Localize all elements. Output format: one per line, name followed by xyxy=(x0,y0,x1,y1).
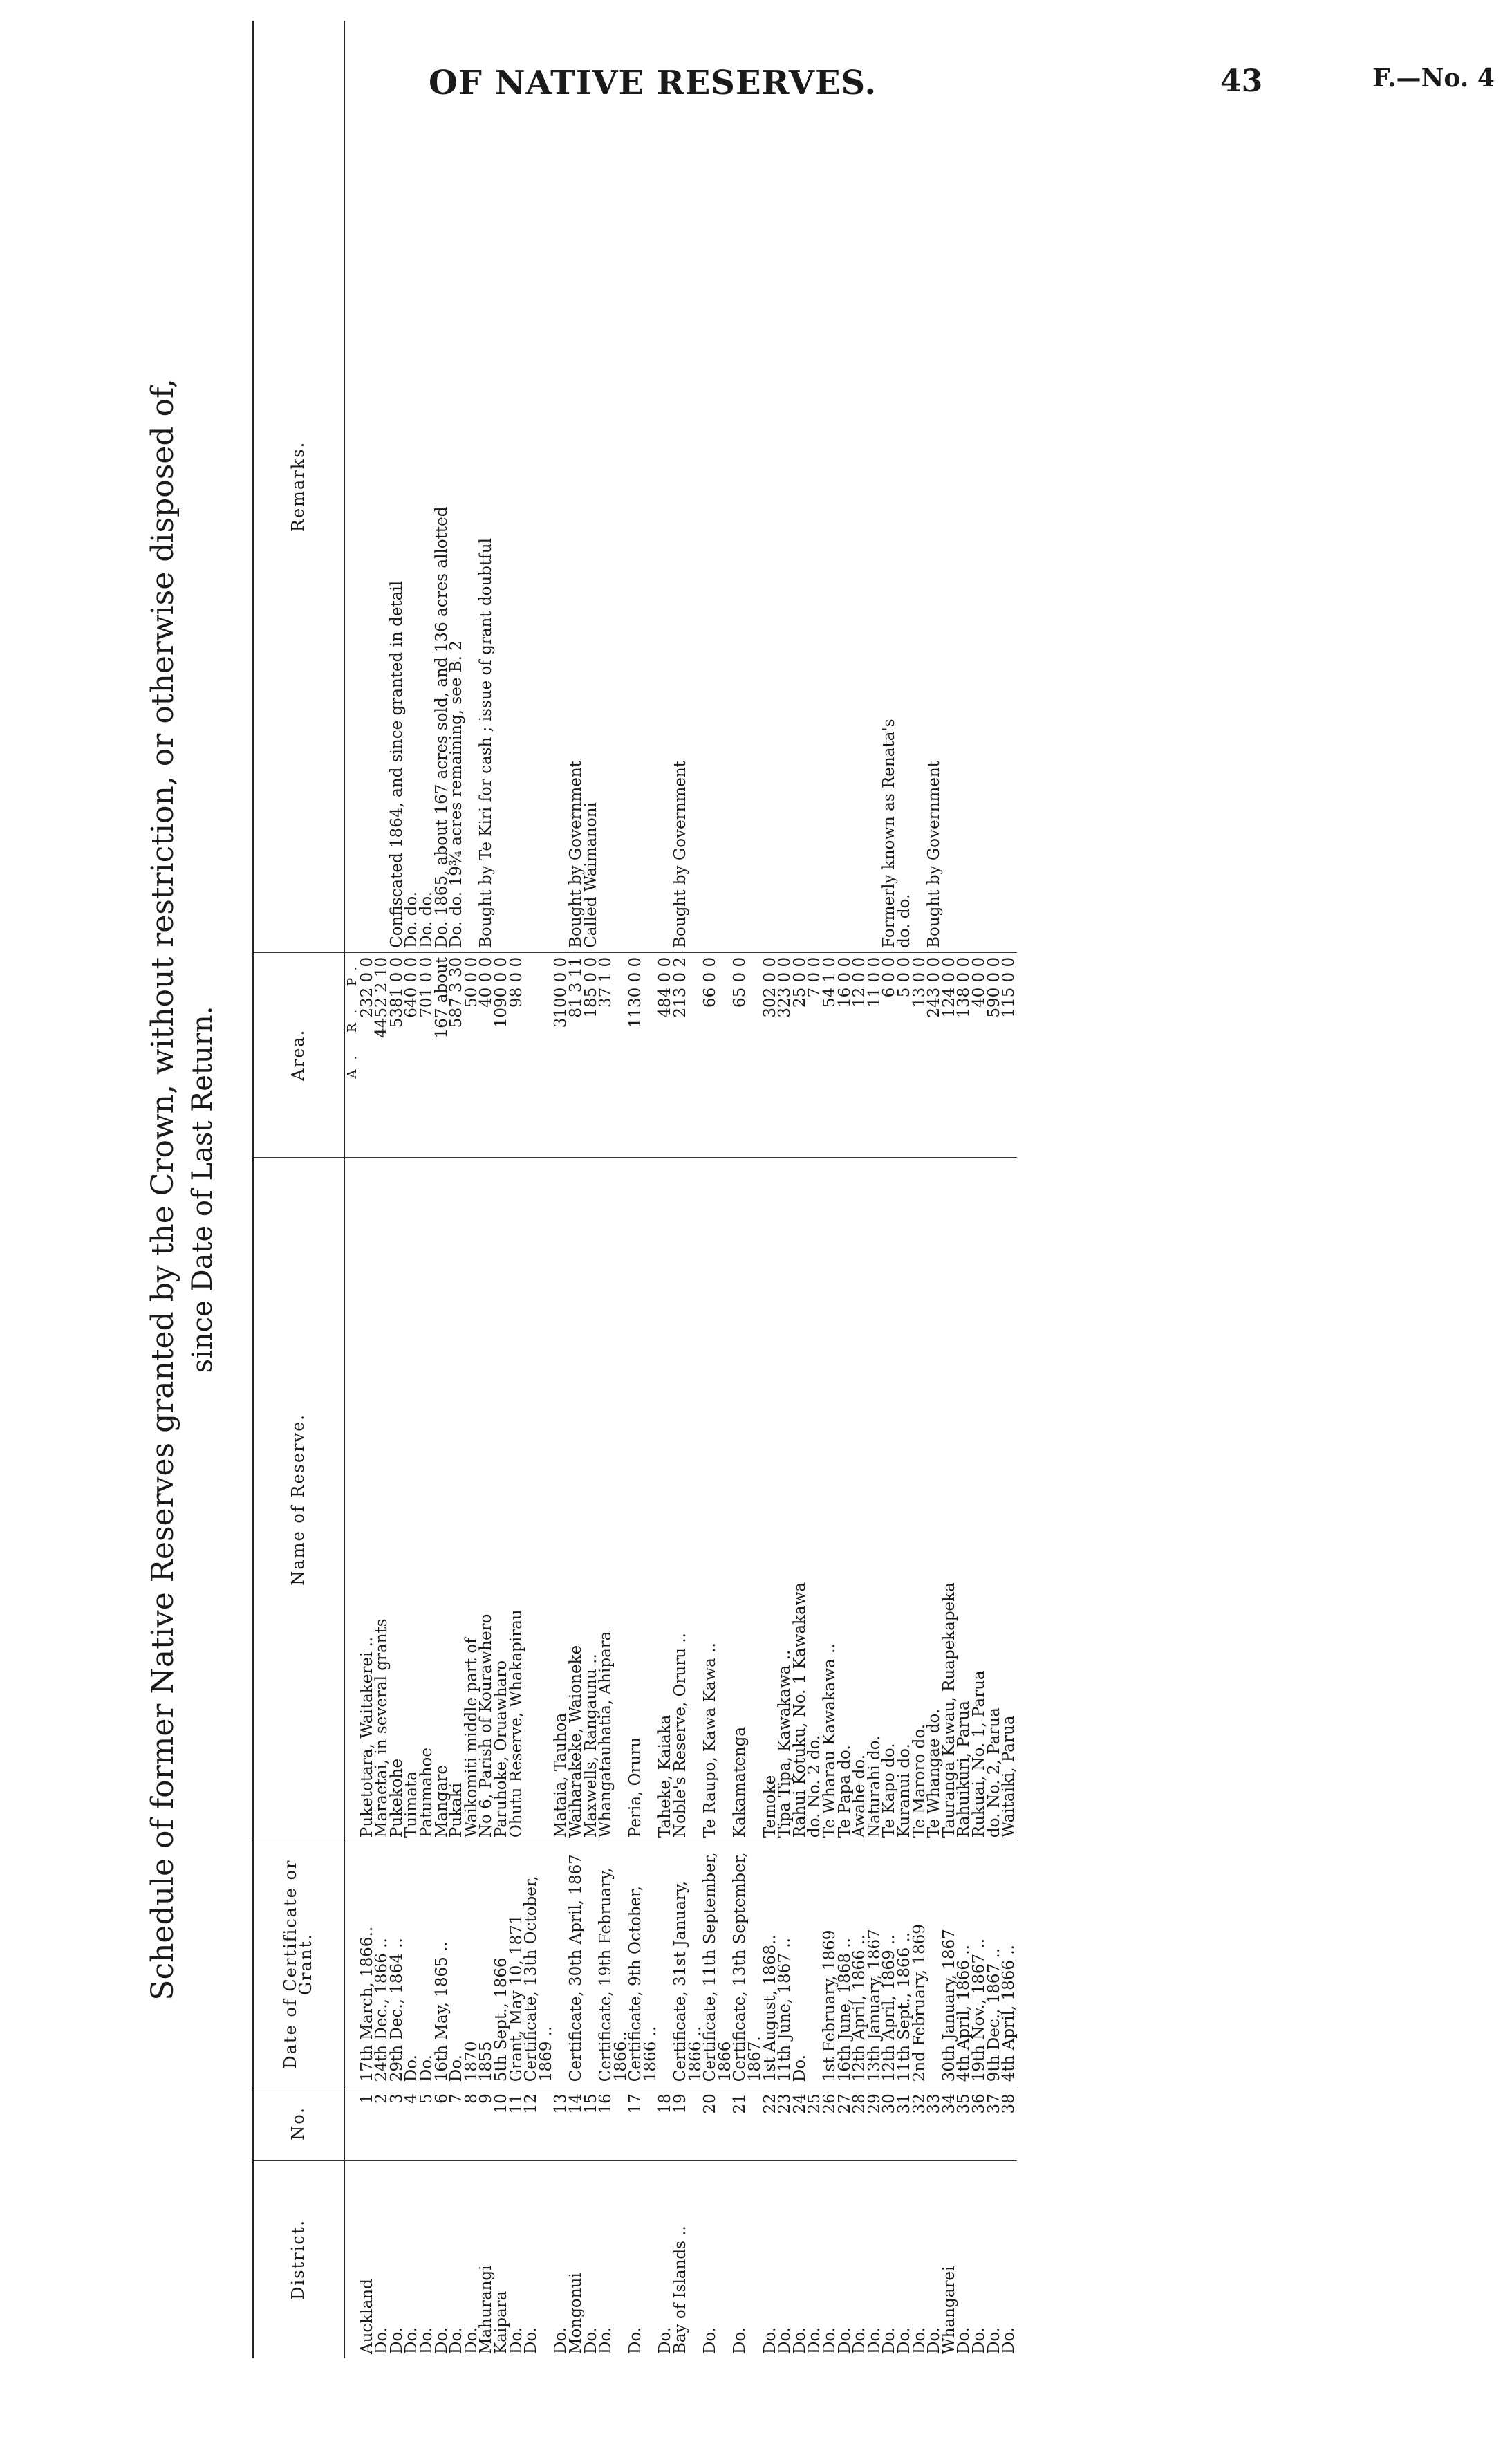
area-cell xyxy=(524,952,554,1157)
no-cell: 8 xyxy=(465,2086,480,2160)
district-cell: Do. xyxy=(417,2326,436,2354)
reserve-name-cell: Taheke, Kaiaka xyxy=(658,1157,673,1842)
reserve-name-cell: Waitaiki, Parua xyxy=(1002,1157,1017,1842)
reserve-name-cell: Ohutu Reserve, Whakapirau xyxy=(510,1157,525,1842)
no-cell: 1 xyxy=(360,2086,375,2160)
reserve-name-cell: Peria, Oruru xyxy=(628,1157,658,1842)
no-cell: 16 xyxy=(599,2086,628,2160)
date-cell: 12th April, 1869 .. xyxy=(882,1842,897,2086)
date-cell: Do. xyxy=(793,1842,808,2086)
col-name-header: Name of Reserve. xyxy=(253,1157,344,1842)
reserve-name-cell: Paruhoke, Oruawharo xyxy=(494,1157,510,1842)
district-cell: Do. xyxy=(790,2326,809,2354)
table-row xyxy=(569,21,584,2358)
district-cell: Do. xyxy=(850,2326,869,2354)
district-cell: Mongonui xyxy=(566,2273,585,2354)
date-cell: 9th Dec., 1867 .. xyxy=(987,1842,1002,2086)
no-cell: 36 xyxy=(972,2086,987,2160)
area-cell: 3100 0 0 xyxy=(554,952,569,1157)
district-cell: Do. xyxy=(462,2326,480,2354)
reserve-name-cell: Waikomiti middle part of xyxy=(465,1157,480,1842)
no-cell: 23 xyxy=(778,2086,793,2160)
reserve-name-cell: Awahe do. xyxy=(852,1157,868,1842)
remarks-cell xyxy=(1002,21,1017,952)
table-row xyxy=(465,21,480,2358)
no-cell: 5 xyxy=(420,2086,435,2160)
reserve-name-cell: do. No. 2, Parua xyxy=(987,1157,1002,1842)
area-cell: 1130 0 0 xyxy=(628,952,658,1157)
remarks-cell xyxy=(972,21,987,952)
remarks-cell xyxy=(987,21,1002,952)
document-reference: F.—No. 4 xyxy=(1372,64,1495,93)
no-cell: 25 xyxy=(808,2086,823,2160)
date-cell: 4th April, 1866 .. xyxy=(1002,1842,1017,2086)
table-row xyxy=(913,21,928,2358)
date-cell: 30th January, 1867 xyxy=(942,1842,958,2086)
area-cell: 167 about xyxy=(435,952,450,1157)
district-cell: Do. xyxy=(776,2326,794,2354)
col-district-header: District. xyxy=(253,2160,344,2358)
table-row xyxy=(599,21,628,2358)
remarks-cell xyxy=(778,21,793,952)
table-row xyxy=(390,21,405,2358)
district-cell: Do. xyxy=(447,2326,466,2354)
remarks-cell xyxy=(942,21,958,952)
district-cell: Do. xyxy=(969,2326,988,2354)
remarks-cell: Do. 1865, about 167 acres sold, and 136 acres allotted xyxy=(435,21,450,952)
no-cell: 35 xyxy=(957,2086,972,2160)
remarks-cell xyxy=(838,21,853,952)
reserve-name-cell: Tipa Tipa, Kawakawa .. xyxy=(778,1157,793,1842)
remarks-cell xyxy=(733,21,763,952)
date-cell: Certificate, 31st January, 1866 .. xyxy=(673,1842,703,2086)
district-cell: Do. xyxy=(597,2326,615,2354)
remarks-cell xyxy=(957,21,972,952)
no-cell: 22 xyxy=(763,2086,778,2160)
reserve-name-cell: Tauranga Kawau, Ruapekapeka xyxy=(942,1157,958,1842)
col-remarks-header: Remarks. xyxy=(253,21,344,952)
remarks-cell: Bought by Government xyxy=(927,21,942,952)
table-row xyxy=(1002,21,1017,2358)
remarks-cell: do. do. xyxy=(897,21,913,952)
area-cell: 115 0 0 xyxy=(1002,952,1017,1157)
reserve-name-cell: Rahui Kotuku, No. 1 Kawakawa xyxy=(793,1157,808,1842)
date-cell: 11th June, 1867 .. xyxy=(778,1842,793,2086)
no-cell: 6 xyxy=(435,2086,450,2160)
no-cell: 15 xyxy=(584,2086,599,2160)
date-cell: 11th Sept., 1866 .. xyxy=(897,1842,913,2086)
area-cell: 484 0 0 xyxy=(658,952,673,1157)
area-cell: 98 0 0 xyxy=(510,952,525,1157)
reserve-name-cell: Naturahi do. xyxy=(868,1157,883,1842)
area-cell: 40 0 0 xyxy=(479,952,494,1157)
district-cell: Do. xyxy=(402,2326,421,2354)
remarks-cell: Do. do. xyxy=(420,21,435,952)
date-cell: 5th Sept., 1866 xyxy=(494,1842,510,2086)
area-cell: 13 0 0 xyxy=(913,952,928,1157)
no-cell: 34 xyxy=(942,2086,958,2160)
reserve-name-cell: Te Whangae do. xyxy=(927,1157,942,1842)
district-cell: Bay of Islands .. xyxy=(671,2225,690,2354)
district-cell: Auckland xyxy=(357,2279,376,2354)
table-row xyxy=(524,21,554,2358)
schedule-title: Schedule of former Native Reserves granted by the Crown, without restriction, or otherwise disposed of, xyxy=(145,378,180,2001)
no-cell: 19 xyxy=(673,2086,703,2160)
remarks-cell xyxy=(628,21,658,952)
area-cell: 1090 0 0 xyxy=(494,952,510,1157)
area-cell: 66 0 0 xyxy=(703,952,733,1157)
reserve-name-cell: Patumahoe xyxy=(420,1157,435,1842)
remarks-cell xyxy=(510,21,525,952)
date-cell: Do. xyxy=(404,1842,420,2086)
reserve-name-cell: Te Raupo, Kawa Kawa .. xyxy=(703,1157,733,1842)
date-cell: 4th April, 1866 .. xyxy=(957,1842,972,2086)
no-cell: 24 xyxy=(793,2086,808,2160)
remarks-cell: Do. do. 19¾ acres remaining, see B. 2 xyxy=(449,21,465,952)
date-cell: 1870 xyxy=(465,1842,480,2086)
no-cell: 38 xyxy=(1002,2086,1017,2160)
area-cell: 587 3 30 xyxy=(449,952,465,1157)
area-cell: 5 0 0 xyxy=(897,952,913,1157)
no-cell: 37 xyxy=(987,2086,1002,2160)
district-cell: Do. xyxy=(835,2326,854,2354)
district-cell: Do. xyxy=(760,2326,779,2354)
date-cell: Do. xyxy=(420,1842,435,2086)
remarks-cell: Bought by Government xyxy=(673,21,703,952)
reserve-name-cell: Te Kapo do. xyxy=(882,1157,897,1842)
remarks-cell xyxy=(793,21,808,952)
no-cell: 32 xyxy=(913,2086,928,2160)
district-cell: Do. xyxy=(865,2326,884,2354)
area-cell: 243 0 0 xyxy=(927,952,942,1157)
table-row xyxy=(703,21,733,2358)
date-cell: Certificate, 19th February, 1866.. xyxy=(599,1842,628,2086)
remarks-cell xyxy=(703,21,733,952)
date-cell: Certificate, 13th October, 1869 .. xyxy=(524,1842,554,2086)
area-cell: 54 1 0 xyxy=(823,952,838,1157)
area-cell: 50 0 0 xyxy=(465,952,480,1157)
col-date-header: Date of Certificate or Grant. xyxy=(253,1842,344,2086)
reserve-name-cell: No 6, Parish of Kourawhero xyxy=(479,1157,494,1842)
no-cell: 26 xyxy=(823,2086,838,2160)
date-cell: Grant, May 10, 1871 xyxy=(510,1842,525,2086)
table-header-row xyxy=(253,21,344,2358)
date-cell: 12th April, 1866 .. xyxy=(852,1842,868,2086)
no-cell: 10 xyxy=(494,2086,510,2160)
date-cell: 1st August, 1868.. xyxy=(763,1842,778,2086)
no-cell: 2 xyxy=(375,2086,390,2160)
district-cell: Do. xyxy=(925,2326,944,2354)
reserve-name-cell: Te Maroro do. xyxy=(913,1157,928,1842)
reserve-name-cell: Waiharakeke, Waioneke xyxy=(569,1157,584,1842)
area-cell: 590 0 0 xyxy=(987,952,1002,1157)
table-row xyxy=(449,21,465,2358)
table-row xyxy=(673,21,703,2358)
reserve-name-cell: Puketotara, Waitakerei .. xyxy=(360,1157,375,1842)
district-cell: Do. xyxy=(895,2326,913,2354)
area-cell: 81 3 11 xyxy=(569,952,584,1157)
district-cell: Whangarei xyxy=(940,2266,958,2354)
date-cell: 13th January, 1867 xyxy=(868,1842,883,2086)
district-cell: Do. xyxy=(731,2326,749,2354)
remarks-cell xyxy=(852,21,868,952)
date-cell: 29th Dec., 1864 .. xyxy=(390,1842,405,2086)
reserve-name-cell: do. No. 2 do. xyxy=(808,1157,823,1842)
reserve-name-cell: Kakamatenga xyxy=(733,1157,763,1842)
area-cell: 7 0 0 xyxy=(808,952,823,1157)
no-cell: 33 xyxy=(927,2086,942,2160)
district-cell: Do. xyxy=(581,2326,600,2354)
schedule-subtitle: since Date of Last Return. xyxy=(187,1006,218,1373)
reserve-name-cell: Pukekohe xyxy=(390,1157,405,1842)
reserves-table xyxy=(252,21,1017,2358)
area-cell: 65 0 0 xyxy=(733,952,763,1157)
district-cell: Do. xyxy=(387,2326,406,2354)
no-cell: 14 xyxy=(569,2086,584,2160)
reserves-table-body xyxy=(357,21,1018,2358)
no-cell: 20 xyxy=(703,2086,733,2160)
area-cell: 37 1 0 xyxy=(599,952,628,1157)
district-cell: Do. xyxy=(522,2326,541,2354)
no-cell: 31 xyxy=(897,2086,913,2160)
col-no-header: No. xyxy=(253,2086,344,2160)
remarks-cell: Bought by Te Kiri for cash ; issue of grant doubtful xyxy=(479,21,494,952)
reserve-name-cell: Rahuikuri, Parua xyxy=(957,1157,972,1842)
district-cell: Do. xyxy=(373,2326,391,2354)
district-cell: Do. xyxy=(910,2326,928,2354)
area-cell: 4452 2 10 xyxy=(375,952,390,1157)
table-row xyxy=(404,21,420,2358)
date-cell: 16th May, 1865 .. xyxy=(435,1842,450,2086)
col-area-header: Area. xyxy=(253,952,344,1157)
no-cell: 17 xyxy=(628,2086,658,2160)
no-cell: 11 xyxy=(510,2086,525,2160)
district-cell: Mahurangi xyxy=(477,2265,496,2354)
area-cell: 124 0 0 xyxy=(942,952,958,1157)
reserve-name-cell: Tuimata xyxy=(404,1157,420,1842)
area-cell: 6 0 0 xyxy=(882,952,897,1157)
no-cell: 27 xyxy=(838,2086,853,2160)
date-cell: 19th Nov., 1867 .. xyxy=(972,1842,987,2086)
district-cell: Do. xyxy=(821,2326,839,2354)
reserve-name-cell: Pukaki xyxy=(449,1157,465,1842)
area-cell: 323 0 0 xyxy=(778,952,793,1157)
date-cell: Do. xyxy=(449,1842,465,2086)
district-cell: Do. xyxy=(805,2326,824,2354)
no-cell: 18 xyxy=(658,2086,673,2160)
area-cell: 701 0 0 xyxy=(420,952,435,1157)
area-cell: 5381 0 0 xyxy=(390,952,405,1157)
reserve-name-cell xyxy=(524,1157,554,1842)
reserve-name-cell: Maxwells, Rangaunu .. xyxy=(584,1157,599,1842)
date-cell: Certificate, 13th September, 1867. xyxy=(733,1842,763,2086)
district-cell: Do. xyxy=(955,2326,973,2354)
reserve-name-cell: Whangatauhatia, Ahipara xyxy=(599,1157,628,1842)
remarks-cell xyxy=(823,21,838,952)
district-cell: Do. xyxy=(984,2326,1003,2354)
area-cell: 12 0 0 xyxy=(852,952,868,1157)
no-cell: 30 xyxy=(882,2086,897,2160)
remarks-cell xyxy=(494,21,510,952)
date-cell: Certificate, 9th October, 1866 .. xyxy=(628,1842,658,2086)
no-cell: 7 xyxy=(449,2086,465,2160)
no-cell: 28 xyxy=(852,2086,868,2160)
date-cell: 17th March, 1866.. xyxy=(360,1842,375,2086)
area-cell: 138 0 0 xyxy=(957,952,972,1157)
reserve-name-cell: Kuranui do. xyxy=(897,1157,913,1842)
date-cell: 2nd February, 1869 xyxy=(913,1842,928,2086)
reserve-name-cell: Noble's Reserve, Oruru .. xyxy=(673,1157,703,1842)
reserve-name-cell: Te Papa do. xyxy=(838,1157,853,1842)
area-cell: 232 0 0 xyxy=(360,952,375,1157)
remarks-cell xyxy=(599,21,628,952)
table-row xyxy=(733,21,763,2358)
table-row xyxy=(778,21,793,2358)
remarks-cell: Called Waimanoni xyxy=(584,21,599,952)
page-number: 43 xyxy=(1220,64,1263,99)
remarks-cell: Formerly known as Renata's xyxy=(882,21,897,952)
district-cell: Do. xyxy=(432,2326,451,2354)
no-cell: 13 xyxy=(554,2086,569,2160)
area-cell: 16 0 0 xyxy=(838,952,853,1157)
area-units-label: A. R. P. xyxy=(344,952,360,1157)
district-cell: Do. xyxy=(656,2326,675,2354)
area-cell: 640 0 0 xyxy=(404,952,420,1157)
area-cell: 11 0 0 xyxy=(868,952,883,1157)
page-header-title: OF NATIVE RESERVES. xyxy=(429,64,877,102)
reserve-name-cell: Maraetai, in several grants xyxy=(375,1157,390,1842)
no-cell: 9 xyxy=(479,2086,494,2160)
reserve-name-cell: Mangare xyxy=(435,1157,450,1842)
date-cell: 16th June, 1868 .. xyxy=(838,1842,853,2086)
area-cell: 40 0 0 xyxy=(972,952,987,1157)
date-cell: 24th Dec., 1866 .. xyxy=(375,1842,390,2086)
district-cell: Do. xyxy=(1000,2326,1018,2354)
remarks-cell xyxy=(763,21,778,952)
date-cell: Certificate, 30th April, 1867 xyxy=(569,1842,584,2086)
table-row xyxy=(628,21,658,2358)
remarks-cell: Confiscated 1864, and since granted in detail xyxy=(390,21,405,952)
district-cell: Do. xyxy=(507,2326,525,2354)
remarks-cell xyxy=(524,21,554,952)
no-cell: 3 xyxy=(390,2086,405,2160)
rotated-schedule xyxy=(145,21,1410,2358)
no-cell: 12 xyxy=(524,2086,554,2160)
remarks-cell xyxy=(808,21,823,952)
area-cell: 213 0 2 xyxy=(673,952,703,1157)
date-cell: 1855 xyxy=(479,1842,494,2086)
no-cell: 21 xyxy=(733,2086,763,2160)
reserve-name-cell: Rukuai, No. 1, Parua xyxy=(972,1157,987,1842)
district-cell: Do. xyxy=(701,2326,720,2354)
area-cell: 25 0 0 xyxy=(793,952,808,1157)
reserve-name-cell: Te Wharau Kawakawa .. xyxy=(823,1157,838,1842)
table-row xyxy=(435,21,450,2358)
no-cell: 4 xyxy=(404,2086,420,2160)
date-cell: 1st February, 1869 xyxy=(823,1842,838,2086)
date-cell: Certificate, 11th September, 1866 xyxy=(703,1842,733,2086)
district-cell: Do. xyxy=(626,2326,645,2354)
district-cell: Do. xyxy=(880,2326,899,2354)
table-row xyxy=(793,21,808,2358)
reserve-name-cell: Mataia, Tauhoa xyxy=(554,1157,569,1842)
area-cell: 302 0 0 xyxy=(763,952,778,1157)
remarks-cell: Bought by Government xyxy=(569,21,584,952)
reserve-name-cell: Temoke xyxy=(763,1157,778,1842)
district-cell: Kaipara xyxy=(492,2290,510,2354)
no-cell: 29 xyxy=(868,2086,883,2160)
remarks-cell xyxy=(360,21,375,952)
district-cell: Do. xyxy=(552,2326,570,2354)
area-cell: 185 0 0 xyxy=(584,952,599,1157)
remarks-cell: Do. do. xyxy=(404,21,420,952)
